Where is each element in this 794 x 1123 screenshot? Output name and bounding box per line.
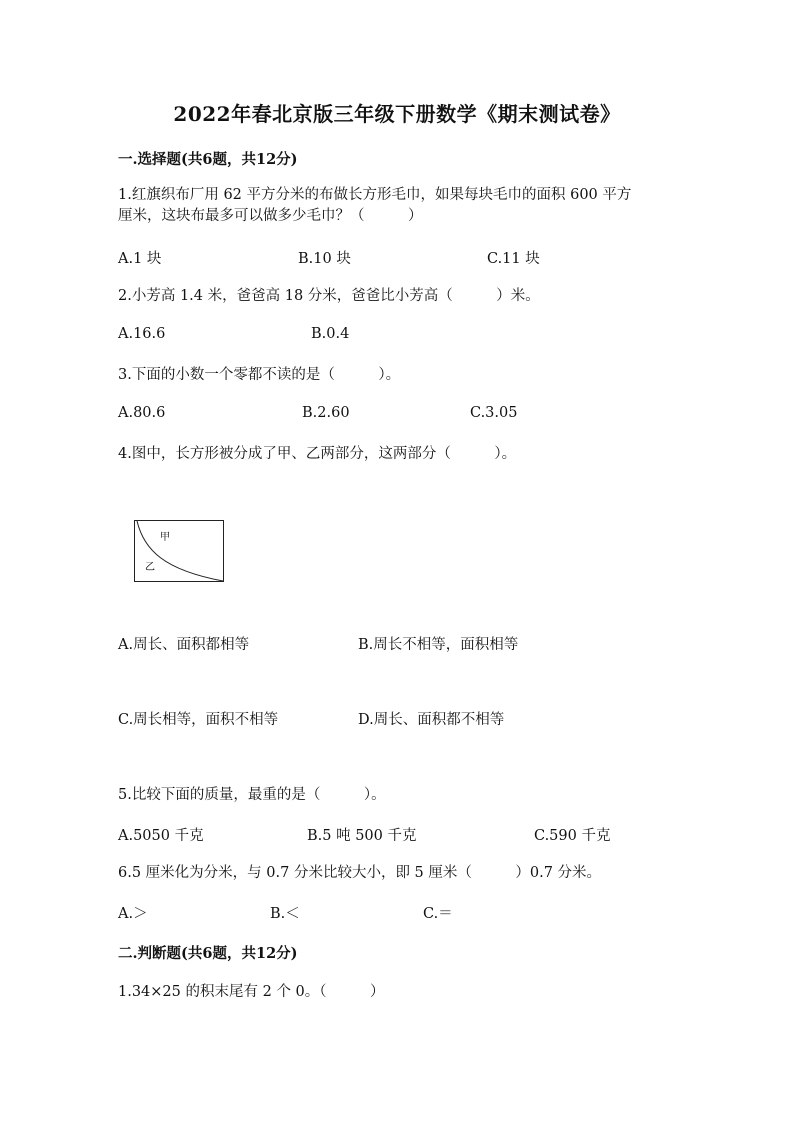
question-6-option-c: C.＝ (423, 906, 453, 922)
question-3-option-b: B.2.60 (302, 405, 350, 421)
judge-question-1-text: 1.34×25 的积末尾有 2 个 0。（ ） (118, 984, 385, 1000)
question-3-option-c: C.3.05 (470, 405, 518, 421)
question-4-text: 4.图中，长方形被分成了甲、乙两部分，这两部分（ ）。 (118, 446, 517, 462)
question-2-option-b: B.0.4 (311, 326, 350, 342)
label-yi: 乙 (145, 562, 155, 573)
label-jia: 甲 (160, 532, 170, 543)
question-4-option-c: C.周长相等，面积不相等 (118, 712, 279, 728)
question-1-option-b: B.10 块 (298, 251, 351, 267)
question-6-option-a: A.＞ (118, 906, 148, 922)
question-2-text: 2.小芳高 1.4 米，爸爸高 18 分米，爸爸比小芳高（ ）米。 (118, 288, 540, 304)
section-heading-choice: 一.选择题(共6题，共12分) (118, 151, 298, 168)
rectangle-diagram (134, 520, 224, 582)
question-2-option-a: A.16.6 (118, 326, 166, 342)
question-5-text: 5.比较下面的质量，最重的是（ ）。 (118, 787, 386, 803)
question-1-option-a: A.1 块 (118, 251, 162, 267)
question-3-option-a: A.80.6 (118, 405, 166, 421)
question-4-option-b: B.周长不相等，面积相等 (358, 637, 519, 653)
page-title: 2022年春北京版三年级下册数学《期末测试卷》 (173, 102, 621, 126)
question-4-option-d: D.周长、面积都不相等 (358, 712, 505, 728)
question-1-option-c: C.11 块 (487, 251, 540, 267)
question-6-text: 6.5 厘米化为分米，与 0.7 分米比较大小，即 5 厘米（ ）0.7 分米。 (118, 865, 602, 881)
question-1-line1: 1.红旗织布厂用 62 平方分米的布做长方形毛巾，如果每块毛巾的面积 600 平方 (118, 187, 632, 203)
question-4-option-a: A.周长、面积都相等 (118, 637, 250, 653)
question-5-option-b: B.5 吨 500 千克 (307, 828, 417, 844)
question-6-option-b: B.＜ (270, 906, 300, 922)
rectangle-figure (134, 520, 224, 582)
question-5-option-c: C.590 千克 (534, 828, 611, 844)
question-1-line2: 厘米，这块布最多可以做多少毛巾？（ ） (118, 208, 423, 224)
question-3-text: 3.下面的小数一个零都不读的是（ ）。 (118, 367, 401, 383)
question-5-option-a: A.5050 千克 (118, 828, 204, 844)
section-heading-judge: 二.判断题(共6题，共12分) (118, 945, 298, 962)
